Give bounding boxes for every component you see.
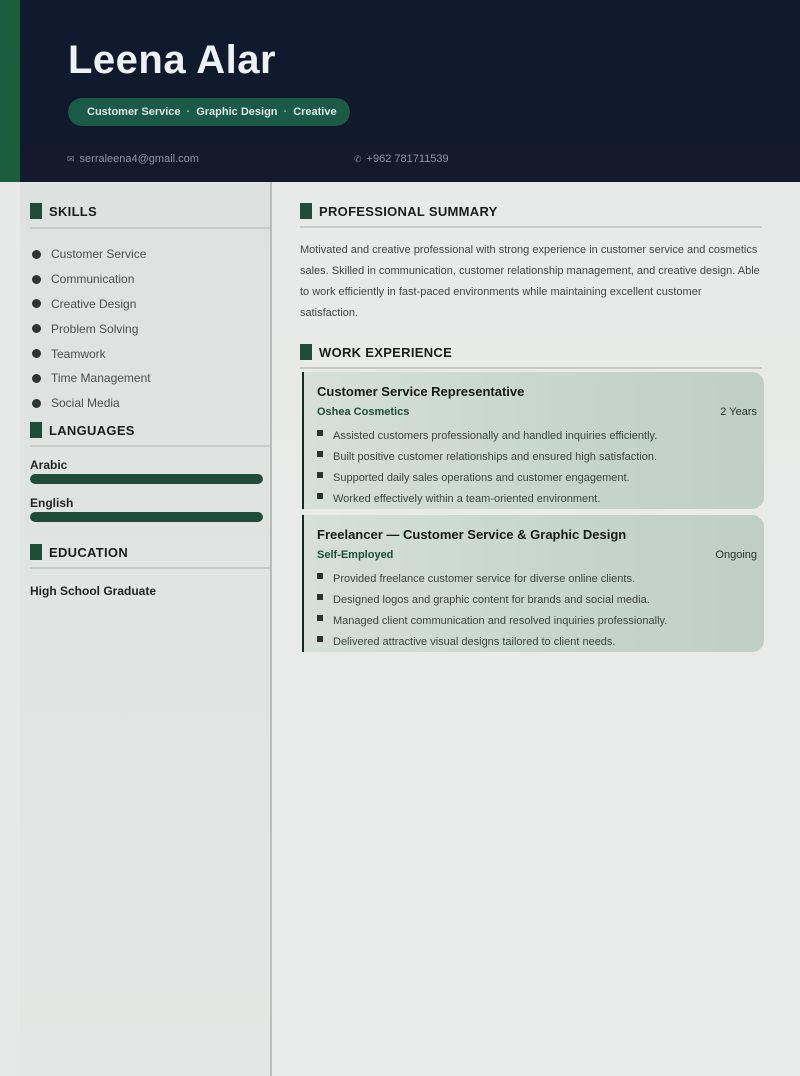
resume-header xyxy=(20,0,800,182)
square-bullet-icon xyxy=(317,472,323,478)
skill-item xyxy=(30,391,151,416)
job-bullet-item xyxy=(317,488,657,509)
language-name: Arabic xyxy=(30,458,68,472)
bullet-icon xyxy=(32,299,41,308)
experience-title: WORK EXPERIENCE xyxy=(319,344,453,360)
skill-item xyxy=(30,316,151,341)
section-marker xyxy=(30,544,42,560)
bullet-icon xyxy=(32,324,41,333)
role-tags-pill xyxy=(68,98,350,126)
education-heading xyxy=(30,544,128,560)
skill-label: Problem Solving xyxy=(51,321,139,336)
square-bullet-icon xyxy=(317,451,323,457)
section-marker xyxy=(300,203,312,219)
skill-label: Teamwork xyxy=(51,346,106,361)
skill-label: Time Management xyxy=(51,371,151,386)
job-company: Self-Employed xyxy=(317,549,394,561)
job-period: 2 Years xyxy=(720,406,757,418)
skills-list xyxy=(30,242,151,416)
skill-label: Communication xyxy=(51,272,135,287)
summary-text: Motivated and creative professional with strong experience in customer service and cosmetics sales. Skilled in communication, customer relationship management, and creative design. Able to work efficiently in fast-paced environments while maintaining excellent customer satisfaction. xyxy=(300,244,760,319)
skill-label: Customer Service xyxy=(51,247,147,262)
envelope-icon: ✉ xyxy=(67,153,75,164)
section-marker xyxy=(30,422,42,438)
language-name: English xyxy=(30,496,74,510)
skill-item xyxy=(30,341,151,366)
job-bullet-text: Worked effectively within a team-oriented environment. xyxy=(333,492,601,505)
job-bullet-text: Built positive customer relationships and ensured high satisfaction. xyxy=(333,450,658,463)
role-separator: · xyxy=(283,106,288,118)
bullet-icon xyxy=(32,275,41,284)
job-bullet-item xyxy=(317,467,657,488)
skill-item xyxy=(30,292,151,317)
job-bullet-item xyxy=(317,568,667,589)
skill-label: Social Media xyxy=(51,396,120,411)
job-title: Customer Service Representative xyxy=(317,384,525,399)
job-bullet-text: Designed logos and graphic content for brands and social media. xyxy=(333,593,650,606)
job-bullet-text: Provided freelance customer service for diverse online clients. xyxy=(333,572,636,585)
phone-text[interactable]: +962 781711539 xyxy=(366,153,449,165)
language-level-fill xyxy=(30,474,263,484)
role-tag: Creative xyxy=(293,106,337,118)
job-bullet-text: Supported daily sales operations and customer engagement. xyxy=(333,471,630,484)
summary-title: PROFESSIONAL SUMMARY xyxy=(319,203,498,219)
section-marker xyxy=(30,203,42,219)
bullet-icon xyxy=(32,349,41,358)
contact-phone[interactable] xyxy=(354,153,449,165)
role-tag: Customer Service xyxy=(87,106,181,118)
header-accent-stripe xyxy=(0,0,20,182)
section-divider xyxy=(30,445,270,447)
section-divider xyxy=(300,367,762,369)
job-company: Oshea Cosmetics xyxy=(317,406,410,418)
job-bullet-item xyxy=(317,589,667,610)
role-tag: Graphic Design xyxy=(196,106,278,118)
job-period: Ongoing xyxy=(715,549,757,561)
skill-item xyxy=(30,267,151,292)
sidebar xyxy=(20,182,272,1076)
square-bullet-icon xyxy=(317,573,323,579)
section-divider xyxy=(300,226,762,228)
square-bullet-icon xyxy=(317,594,323,600)
bullet-icon xyxy=(32,399,41,408)
role-separator: · xyxy=(186,106,191,118)
section-marker xyxy=(300,344,312,360)
contact-email[interactable] xyxy=(67,153,199,165)
main-content xyxy=(272,182,800,1076)
skills-heading xyxy=(30,203,97,219)
job-bullet-text: Managed client communication and resolved inquiries professionally. xyxy=(333,614,668,627)
education-entry: High School Graduate xyxy=(30,584,157,598)
job-bullet-text: Assisted customers professionally and handled inquiries efficiently. xyxy=(333,429,658,442)
email-text[interactable]: serraleena4@gmail.com xyxy=(79,153,199,165)
bullet-icon xyxy=(32,374,41,383)
job-bullet-text: Delivered attractive visual designs tailored to client needs. xyxy=(333,635,616,648)
square-bullet-icon xyxy=(317,636,323,642)
phone-icon: ✆ xyxy=(354,153,362,164)
job-bullet-item xyxy=(317,425,657,446)
skill-item xyxy=(30,366,151,391)
skill-item xyxy=(30,242,151,267)
square-bullet-icon xyxy=(317,615,323,621)
skill-label: Creative Design xyxy=(51,296,137,311)
experience-heading xyxy=(300,344,452,360)
education-title: EDUCATION xyxy=(49,544,129,560)
job-bullets xyxy=(317,568,667,652)
job-bullet-item xyxy=(317,610,667,631)
job-bullet-item xyxy=(317,446,657,467)
job-card xyxy=(302,515,764,652)
job-bullets xyxy=(317,425,657,509)
job-title: Freelancer — Customer Service & Graphic Design xyxy=(317,527,627,542)
language-level-bar xyxy=(30,512,263,522)
section-divider xyxy=(30,567,270,569)
candidate-name: Leena Alar xyxy=(68,38,277,82)
language-level-bar xyxy=(30,474,263,484)
square-bullet-icon xyxy=(317,493,323,499)
job-bullet-item xyxy=(317,631,667,652)
summary-heading xyxy=(300,203,498,219)
job-card xyxy=(302,372,764,509)
languages-heading xyxy=(30,422,135,438)
section-divider xyxy=(30,227,270,229)
language-level-fill xyxy=(30,512,263,522)
languages-title: LANGUAGES xyxy=(49,422,135,438)
skills-title: SKILLS xyxy=(49,203,98,219)
square-bullet-icon xyxy=(317,430,323,436)
bullet-icon xyxy=(32,250,41,259)
